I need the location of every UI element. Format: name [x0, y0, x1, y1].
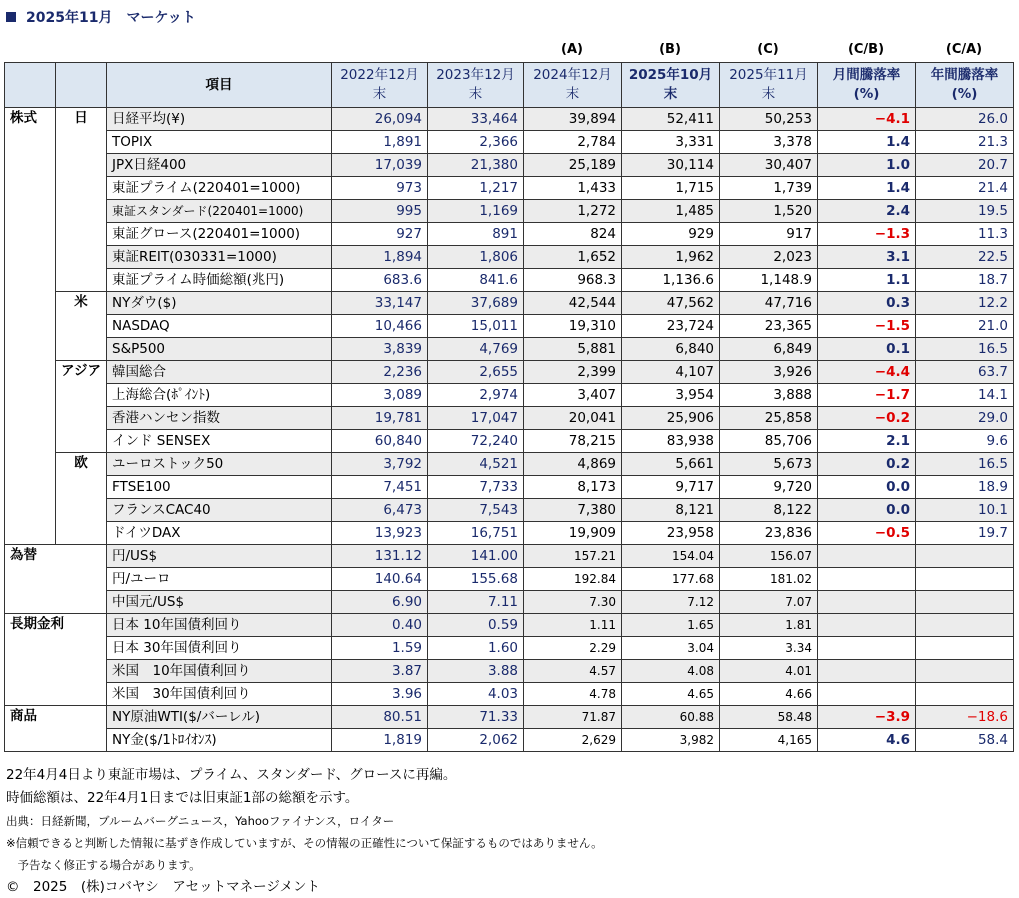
value-cell: 16,751 [428, 522, 524, 545]
value-cell: 4.66 [720, 683, 818, 706]
value-cell: 995 [332, 200, 428, 223]
value-cell: 78,215 [524, 430, 622, 453]
monthly-change-cell [818, 683, 916, 706]
row-label: 香港ハンセン指数 [107, 407, 332, 430]
table-row [5, 361, 1014, 384]
page-title: 2025年11月 マーケット [6, 7, 196, 27]
row-label: 中国元/US$ [107, 591, 332, 614]
value-cell: 3,954 [622, 384, 720, 407]
value-cell: 8,173 [524, 476, 622, 499]
yearly-change-cell: 63.7 [916, 361, 1014, 384]
value-cell: 4,521 [428, 453, 524, 476]
value-cell: 1,715 [622, 177, 720, 200]
value-cell: 141.00 [428, 545, 524, 568]
value-cell: 3,888 [720, 384, 818, 407]
monthly-change-cell [818, 568, 916, 591]
value-cell: 39,894 [524, 108, 622, 131]
value-cell: 841.6 [428, 269, 524, 292]
table-row [5, 660, 1014, 683]
yearly-change-cell: 29.0 [916, 407, 1014, 430]
value-cell: 58.48 [720, 706, 818, 729]
value-cell: 30,114 [622, 154, 720, 177]
value-cell: 8,122 [720, 499, 818, 522]
value-cell: 25,906 [622, 407, 720, 430]
monthly-change-cell [818, 660, 916, 683]
value-cell: 927 [332, 223, 428, 246]
value-cell: 71.87 [524, 706, 622, 729]
value-cell: 824 [524, 223, 622, 246]
value-cell: 1,148.9 [720, 269, 818, 292]
note-sources: 出典：日経新聞，ブルームバーグニュース，Yahooファイナンス，ロイター [6, 814, 395, 828]
yearly-change-cell [916, 614, 1014, 637]
value-cell: 4,165 [720, 729, 818, 752]
row-label: NASDAQ [107, 315, 332, 338]
yearly-change-cell: 14.1 [916, 384, 1014, 407]
subgroup-asia: アジア [56, 361, 107, 453]
value-cell: 3,926 [720, 361, 818, 384]
value-cell: 8,121 [622, 499, 720, 522]
monthly-change-cell: −4.4 [818, 361, 916, 384]
value-cell: 973 [332, 177, 428, 200]
value-cell: 19,781 [332, 407, 428, 430]
yearly-change-cell: −18.6 [916, 706, 1014, 729]
value-cell: 50,253 [720, 108, 818, 131]
value-cell: 181.02 [720, 568, 818, 591]
value-cell: 33,464 [428, 108, 524, 131]
value-cell: 47,562 [622, 292, 720, 315]
value-cell: 2,399 [524, 361, 622, 384]
value-cell: 72,240 [428, 430, 524, 453]
value-cell: 71.33 [428, 706, 524, 729]
value-cell: 2.29 [524, 637, 622, 660]
table-row [5, 407, 1014, 430]
value-cell: 3.34 [720, 637, 818, 660]
value-cell: 192.84 [524, 568, 622, 591]
table-row [5, 269, 1014, 292]
value-cell: 37,689 [428, 292, 524, 315]
monthly-change-cell: 0.0 [818, 476, 916, 499]
value-cell: 4.03 [428, 683, 524, 706]
monthly-change-cell: 0.1 [818, 338, 916, 361]
square-bullet-icon [6, 12, 16, 22]
table-row [5, 246, 1014, 269]
value-cell: 3,407 [524, 384, 622, 407]
value-cell: 20,041 [524, 407, 622, 430]
value-cell: 3.04 [622, 637, 720, 660]
monthly-change-cell: −1.5 [818, 315, 916, 338]
value-cell: 52,411 [622, 108, 720, 131]
value-cell: 2,023 [720, 246, 818, 269]
row-label: 円/ユーロ [107, 568, 332, 591]
value-cell: 25,858 [720, 407, 818, 430]
copyright: © 2025 (株)コバヤシ アセットマネージメント [6, 879, 320, 895]
row-label: 東証プライム時価総額(兆円) [107, 269, 332, 292]
value-cell: 7,451 [332, 476, 428, 499]
row-label: 韓国総合 [107, 361, 332, 384]
group-commodities: 商品 [5, 706, 107, 752]
header-col-2025-11: 2025年11月 末 [720, 63, 818, 108]
value-cell: 3,331 [622, 131, 720, 154]
value-cell: 7,543 [428, 499, 524, 522]
value-cell: 6,840 [622, 338, 720, 361]
value-cell: 30,407 [720, 154, 818, 177]
value-cell: 21,380 [428, 154, 524, 177]
value-cell: 2,629 [524, 729, 622, 752]
table-row [5, 154, 1014, 177]
table-row [5, 591, 1014, 614]
value-cell: 0.40 [332, 614, 428, 637]
table-row [5, 108, 1014, 131]
row-label: ユーロストック50 [107, 453, 332, 476]
row-label: NYダウ($) [107, 292, 332, 315]
value-cell: 157.21 [524, 545, 622, 568]
yearly-change-cell: 18.7 [916, 269, 1014, 292]
yearly-change-cell: 16.5 [916, 453, 1014, 476]
header-col-yearly: 年間騰落率 (%) [916, 63, 1014, 108]
value-cell: 3,378 [720, 131, 818, 154]
value-cell: 1,652 [524, 246, 622, 269]
value-cell: 5,673 [720, 453, 818, 476]
table-row [5, 315, 1014, 338]
table-row [5, 338, 1014, 361]
monthly-change-cell [818, 637, 916, 660]
yearly-change-cell: 11.3 [916, 223, 1014, 246]
value-cell: 1,485 [622, 200, 720, 223]
value-cell: 26,094 [332, 108, 428, 131]
table-row [5, 453, 1014, 476]
monthly-change-cell: 1.4 [818, 177, 916, 200]
yearly-change-cell: 58.4 [916, 729, 1014, 752]
value-cell: 25,189 [524, 154, 622, 177]
table-row [5, 522, 1014, 545]
monthly-change-cell: 0.2 [818, 453, 916, 476]
row-label: 上海総合(ﾎﾟｲﾝﾄ) [107, 384, 332, 407]
yearly-change-cell: 21.3 [916, 131, 1014, 154]
market-table-body [5, 108, 1014, 752]
row-label: S&P500 [107, 338, 332, 361]
value-cell: 4.78 [524, 683, 622, 706]
monthly-change-cell: −3.9 [818, 706, 916, 729]
value-cell: 929 [622, 223, 720, 246]
market-table [4, 62, 1014, 752]
yearly-change-cell: 18.9 [916, 476, 1014, 499]
row-label: 東証グロース(220401=1000) [107, 223, 332, 246]
yearly-change-cell: 21.4 [916, 177, 1014, 200]
value-cell: 3,982 [622, 729, 720, 752]
row-label: 日本 30年国債利回り [107, 637, 332, 660]
col-letter-c: (C) [757, 42, 779, 57]
value-cell: 9,717 [622, 476, 720, 499]
value-cell: 19,909 [524, 522, 622, 545]
value-cell: 1,891 [332, 131, 428, 154]
yearly-change-cell: 22.5 [916, 246, 1014, 269]
row-label: TOPIX [107, 131, 332, 154]
monthly-change-cell: 4.6 [818, 729, 916, 752]
yearly-change-cell [916, 568, 1014, 591]
yearly-change-cell: 19.7 [916, 522, 1014, 545]
monthly-change-cell: 1.4 [818, 131, 916, 154]
value-cell: 1,136.6 [622, 269, 720, 292]
value-cell: 23,365 [720, 315, 818, 338]
value-cell: 1,169 [428, 200, 524, 223]
value-cell: 2,366 [428, 131, 524, 154]
monthly-change-cell [818, 545, 916, 568]
yearly-change-cell: 9.6 [916, 430, 1014, 453]
value-cell: 7.12 [622, 591, 720, 614]
value-cell: 3.96 [332, 683, 428, 706]
row-label: 日本 10年国債利回り [107, 614, 332, 637]
col-letter-ca: (C/A) [945, 42, 983, 57]
yearly-change-cell [916, 591, 1014, 614]
yearly-change-cell [916, 637, 1014, 660]
value-cell: 0.59 [428, 614, 524, 637]
table-row [5, 223, 1014, 246]
header-col-2023: 2023年12月 末 [428, 63, 524, 108]
value-cell: 140.64 [332, 568, 428, 591]
yearly-change-cell: 16.5 [916, 338, 1014, 361]
header-col-monthly: 月間騰落率 (%) [818, 63, 916, 108]
row-label: 日経平均(¥) [107, 108, 332, 131]
value-cell: 6.90 [332, 591, 428, 614]
table-row [5, 637, 1014, 660]
value-cell: 13,923 [332, 522, 428, 545]
value-cell: 7,380 [524, 499, 622, 522]
value-cell: 155.68 [428, 568, 524, 591]
value-cell: 1,739 [720, 177, 818, 200]
value-cell: 23,724 [622, 315, 720, 338]
value-cell: 1,520 [720, 200, 818, 223]
value-cell: 5,881 [524, 338, 622, 361]
monthly-change-cell: −0.2 [818, 407, 916, 430]
yearly-change-cell: 19.5 [916, 200, 1014, 223]
note-market-cap: 時価総額は、22年4月1日までは旧東証1部の総額を示す。 [6, 790, 359, 806]
row-label: JPX日経400 [107, 154, 332, 177]
yearly-change-cell [916, 545, 1014, 568]
value-cell: 23,958 [622, 522, 720, 545]
table-row [5, 430, 1014, 453]
table-row [5, 614, 1014, 637]
header-item: 項目 [107, 63, 332, 108]
value-cell: 156.07 [720, 545, 818, 568]
value-cell: 154.04 [622, 545, 720, 568]
yearly-change-cell: 10.1 [916, 499, 1014, 522]
value-cell: 891 [428, 223, 524, 246]
row-label: FTSE100 [107, 476, 332, 499]
value-cell: 683.6 [332, 269, 428, 292]
row-label: フランスCAC40 [107, 499, 332, 522]
value-cell: 42,544 [524, 292, 622, 315]
row-label: インド SENSEX [107, 430, 332, 453]
yearly-change-cell [916, 660, 1014, 683]
table-row [5, 177, 1014, 200]
value-cell: 2,655 [428, 361, 524, 384]
note-tse-reorg: 22年4月4日より東証市場は、プライム、スタンダード、グロースに再編。 [6, 767, 457, 783]
value-cell: 4.08 [622, 660, 720, 683]
yearly-change-cell [916, 683, 1014, 706]
value-cell: 1,819 [332, 729, 428, 752]
note-disclaimer: ※信頼できると判断した情報に基ずき作成していますが、その情報の正確性について保証するものではありません。 [6, 836, 603, 850]
value-cell: 15,011 [428, 315, 524, 338]
value-cell: 6,473 [332, 499, 428, 522]
col-letter-cb: (C/B) [847, 42, 885, 57]
monthly-change-cell: 0.0 [818, 499, 916, 522]
value-cell: 1.65 [622, 614, 720, 637]
value-cell: 5,661 [622, 453, 720, 476]
value-cell: 47,716 [720, 292, 818, 315]
value-cell: 131.12 [332, 545, 428, 568]
value-cell: 1.59 [332, 637, 428, 660]
row-label: 東証スタンダード(220401=1000) [107, 200, 332, 223]
subgroup-europe: 欧 [56, 453, 107, 545]
value-cell: 10,466 [332, 315, 428, 338]
header-col-2025-10: 2025年10月 末 [622, 63, 720, 108]
row-label: ドイツDAX [107, 522, 332, 545]
table-row [5, 292, 1014, 315]
value-cell: 1.11 [524, 614, 622, 637]
value-cell: 2,236 [332, 361, 428, 384]
monthly-change-cell: 2.4 [818, 200, 916, 223]
value-cell: 1,433 [524, 177, 622, 200]
yearly-change-cell: 26.0 [916, 108, 1014, 131]
header-row [5, 63, 1014, 108]
value-cell: 1,894 [332, 246, 428, 269]
table-row [5, 683, 1014, 706]
row-label: 東証プライム(220401=1000) [107, 177, 332, 200]
yearly-change-cell: 12.2 [916, 292, 1014, 315]
value-cell: 17,039 [332, 154, 428, 177]
monthly-change-cell: 1.1 [818, 269, 916, 292]
value-cell: 1,272 [524, 200, 622, 223]
col-letter-a: (A) [561, 42, 583, 57]
monthly-change-cell: −1.7 [818, 384, 916, 407]
value-cell: 3.88 [428, 660, 524, 683]
value-cell: 1.60 [428, 637, 524, 660]
col-letter-b: (B) [659, 42, 681, 57]
value-cell: 7,733 [428, 476, 524, 499]
value-cell: 917 [720, 223, 818, 246]
value-cell: 19,310 [524, 315, 622, 338]
value-cell: 2,784 [524, 131, 622, 154]
monthly-change-cell: −0.5 [818, 522, 916, 545]
monthly-change-cell: 0.3 [818, 292, 916, 315]
value-cell: 4,107 [622, 361, 720, 384]
value-cell: 3.87 [332, 660, 428, 683]
row-label: 米国 10年国債利回り [107, 660, 332, 683]
monthly-change-cell [818, 591, 916, 614]
group-rates: 長期金利 [5, 614, 107, 706]
row-label: NY原油WTI($/バーレル) [107, 706, 332, 729]
monthly-change-cell: −4.1 [818, 108, 916, 131]
value-cell: 60,840 [332, 430, 428, 453]
table-row [5, 499, 1014, 522]
note-revision: 予告なく修正する場合があります。 [6, 858, 201, 872]
value-cell: 4.65 [622, 683, 720, 706]
value-cell: 4,769 [428, 338, 524, 361]
subgroup-japan: 日 [56, 108, 107, 292]
table-row [5, 706, 1014, 729]
row-label: 円/US$ [107, 545, 332, 568]
table-row [5, 384, 1014, 407]
value-cell: 7.30 [524, 591, 622, 614]
yearly-change-cell: 20.7 [916, 154, 1014, 177]
value-cell: 1,217 [428, 177, 524, 200]
notes [6, 764, 603, 898]
row-label: 米国 30年国債利回り [107, 683, 332, 706]
value-cell: 3,792 [332, 453, 428, 476]
row-label: NY金($/1ﾄﾛｲｵﾝｽ) [107, 729, 332, 752]
value-cell: 4.01 [720, 660, 818, 683]
table-row [5, 568, 1014, 591]
value-cell: 1.81 [720, 614, 818, 637]
value-cell: 83,938 [622, 430, 720, 453]
value-cell: 1,962 [622, 246, 720, 269]
table-row [5, 200, 1014, 223]
yearly-change-cell: 21.0 [916, 315, 1014, 338]
header-col-2022: 2022年12月 末 [332, 63, 428, 108]
monthly-change-cell [818, 614, 916, 637]
value-cell: 7.11 [428, 591, 524, 614]
value-cell: 4.57 [524, 660, 622, 683]
value-cell: 3,839 [332, 338, 428, 361]
value-cell: 85,706 [720, 430, 818, 453]
value-cell: 17,047 [428, 407, 524, 430]
monthly-change-cell: 2.1 [818, 430, 916, 453]
table-row [5, 729, 1014, 752]
monthly-change-cell: 1.0 [818, 154, 916, 177]
group-fx: 為替 [5, 545, 107, 614]
value-cell: 7.07 [720, 591, 818, 614]
subgroup-us: 米 [56, 292, 107, 361]
value-cell: 9,720 [720, 476, 818, 499]
group-stocks: 株式 [5, 108, 56, 545]
value-cell: 80.51 [332, 706, 428, 729]
table-row [5, 476, 1014, 499]
row-label: 東証REIT(030331=1000) [107, 246, 332, 269]
value-cell: 2,974 [428, 384, 524, 407]
value-cell: 23,836 [720, 522, 818, 545]
value-cell: 33,147 [332, 292, 428, 315]
value-cell: 177.68 [622, 568, 720, 591]
value-cell: 968.3 [524, 269, 622, 292]
value-cell: 1,806 [428, 246, 524, 269]
table-row [5, 545, 1014, 568]
monthly-change-cell: −1.3 [818, 223, 916, 246]
value-cell: 3,089 [332, 384, 428, 407]
table-row [5, 131, 1014, 154]
value-cell: 6,849 [720, 338, 818, 361]
value-cell: 2,062 [428, 729, 524, 752]
monthly-change-cell: 3.1 [818, 246, 916, 269]
value-cell: 4,869 [524, 453, 622, 476]
header-col-2024: 2024年12月 末 [524, 63, 622, 108]
value-cell: 60.88 [622, 706, 720, 729]
